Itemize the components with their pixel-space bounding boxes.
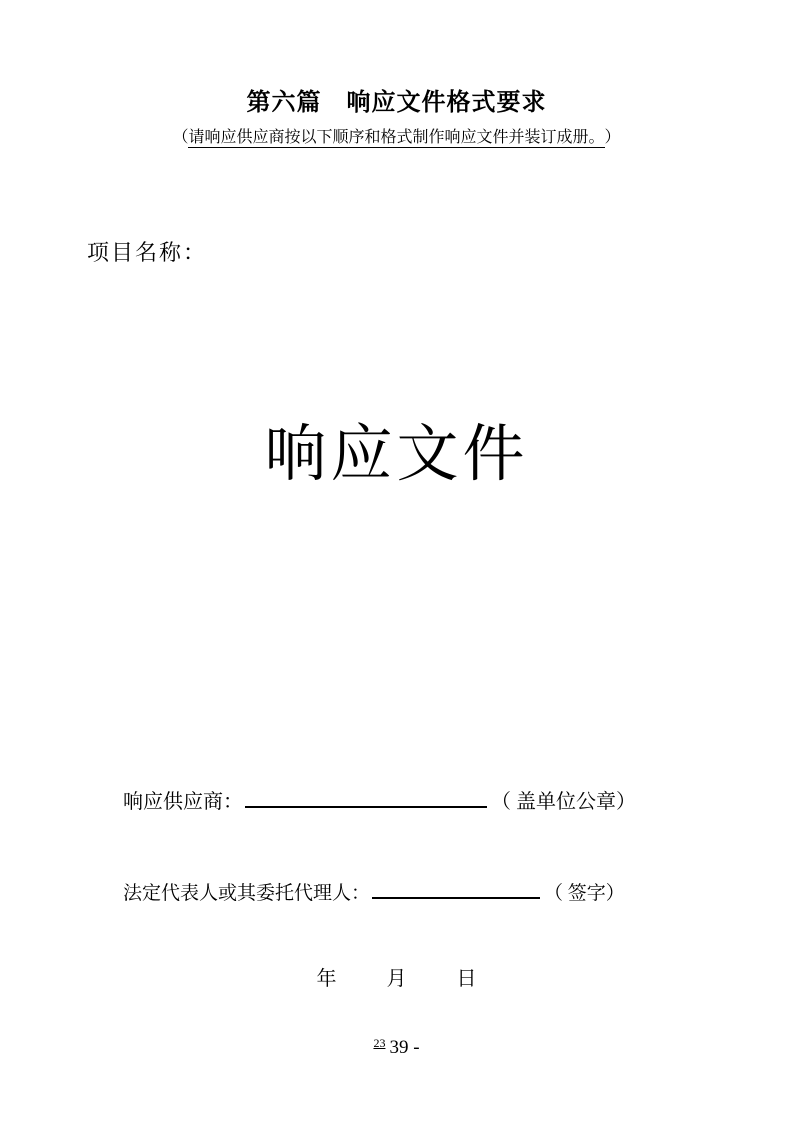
page-number: 39 - bbox=[389, 1037, 420, 1058]
cover-title: 响应文件 bbox=[264, 421, 529, 489]
supplier-label: 响应供应商： bbox=[123, 791, 243, 813]
signature-note: （ 签字） bbox=[544, 883, 625, 904]
agent-line bbox=[123, 878, 625, 906]
note-underlined-text: 请响应供应商按以下顺序和格式制作响应文件并装订成册。 bbox=[188, 129, 604, 148]
note-close-paren: ） bbox=[604, 129, 621, 146]
seal-note: （ 盖单位公章） bbox=[491, 791, 636, 813]
format-note bbox=[0, 127, 793, 149]
month-label: 月 bbox=[386, 968, 407, 990]
section-title: 第六篇 响应文件格式要求 bbox=[246, 89, 547, 116]
supplier-line bbox=[123, 786, 636, 815]
project-name-label: 项目名称： bbox=[87, 240, 208, 265]
date-line bbox=[0, 966, 793, 992]
day-label: 日 bbox=[456, 968, 477, 990]
revision-mark: 23 bbox=[373, 1036, 386, 1050]
note-open-paren: （ bbox=[172, 129, 189, 146]
supplier-fill-blank bbox=[245, 786, 487, 808]
page-footer bbox=[0, 1036, 793, 1061]
year-label: 年 bbox=[316, 968, 337, 990]
agent-label: 法定代表人或其委托代理人： bbox=[123, 883, 371, 904]
agent-fill-blank bbox=[372, 878, 540, 899]
